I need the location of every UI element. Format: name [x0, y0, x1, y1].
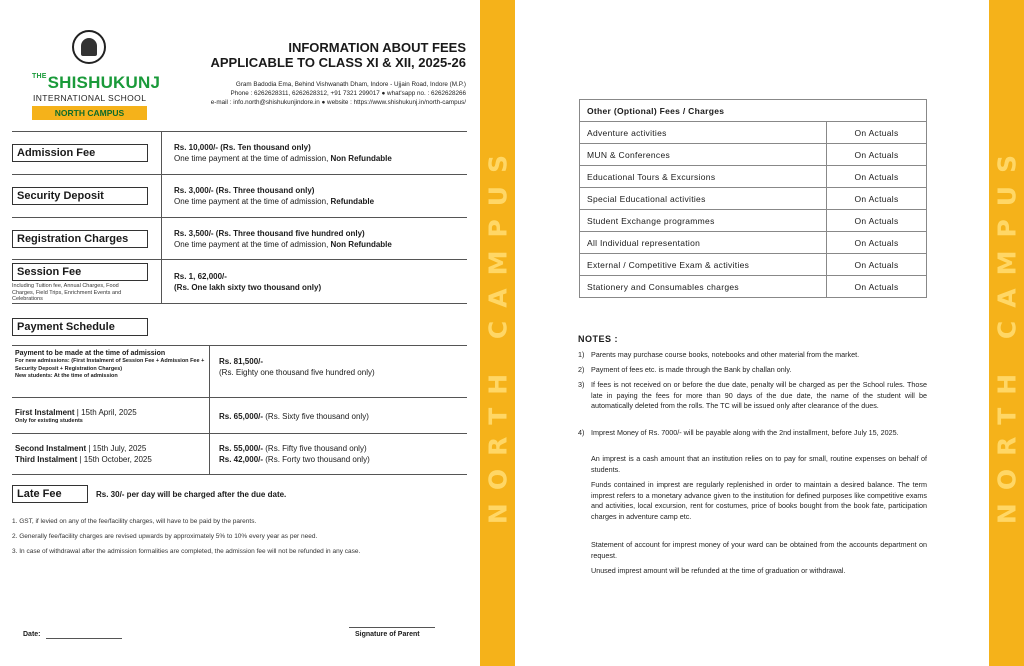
imprest-funds: Funds contained in imprest are regularly replenished in order to maintain a desired balance. The term imprest refers to a monetary advance given to the institution for defined purposes like competitive exams and activities, local excursion, rent for costumes, price of books bought from the book fate, participation charges in adventure camp etc.: [591, 480, 927, 521]
session-fee-note: Including Tuition fee, Annual Charges, Food Charges, Field Trips, Enrichment Events and Celebrations: [12, 283, 122, 302]
first-instalment: First Instalment | 15th April, 2025 Only for existing students: [15, 408, 137, 424]
school-logo: [32, 30, 161, 120]
security-deposit-details: Rs. 3,000/- (Rs. Three thousand only) One time payment at the time of admission, Refundable: [174, 186, 375, 206]
north-campus-band-left: NORTH CAMPUS: [480, 0, 515, 666]
admission-time-payment: Payment to be made at the time of admission For new admissions: (First Instalment of Session Fee + Admission Fee + Security Deposit + Registration Charges) New students: At the time of admission: [15, 350, 205, 379]
signature-label: Signature of Parent: [355, 631, 420, 638]
date-line: [46, 638, 122, 639]
optional-fees-heading: Other (Optional) Fees / Charges: [580, 100, 927, 122]
table-row: Student Exchange programmes On Actuals: [580, 210, 927, 232]
table-row: Special Educational activities On Actuals: [580, 188, 927, 210]
signature-line: [349, 627, 435, 628]
imprest-statement: Statement of account for imprest money of your ward can be obtained from the accounts department on request.: [591, 540, 927, 560]
table-row: Adventure activities On Actuals: [580, 122, 927, 144]
late-fee-text: Rs. 30/- per day will be charged after the due date.: [96, 490, 287, 499]
first-instalment-amount: Rs. 65,000/- (Rs. Sixty five thousand only): [219, 412, 369, 421]
footnote-3: 3. In case of withdrawal after the admission formalities are completed, the admission fee will not be refunded in any case.: [12, 548, 361, 555]
page-title: INFORMATION ABOUT FEES APPLICABLE TO CLASS XI & XII, 2025-26: [210, 40, 466, 70]
school-name: $^{THE}$SHISHUKUNJ: [32, 73, 161, 92]
table-row: MUN & Conferences On Actuals: [580, 144, 927, 166]
note-4: 4) Imprest Money of Rs. 7000/- will be payable along with the 2nd installment, before July 15, 2025.: [578, 428, 899, 437]
session-fee-details: Rs. 1, 62,000/- (Rs. One lakh sixty two thousand only): [174, 272, 322, 292]
table-row: Stationery and Consumables charges On Actuals: [580, 276, 927, 298]
contact-info: Gram Badodia Ema, Behind Vishwanath Dham, Indore - Ujjain Road, Indore (M.P.) Phone : 6262628311, 6262628312, +91 7321 299017 ● what'sapp no. : 6262628266 e-mail : info.north@shishukunjindore.in ● website : https://www.shishukunj.in/north-campus/: [210, 81, 466, 106]
footnote-2: 2. Generally fee/facility charges are revised upwards by approximately 5% to 10% every year as per need.: [12, 533, 318, 540]
table-row: All Individual representation On Actuals: [580, 232, 927, 254]
late-fee-label: Late Fee: [12, 485, 88, 503]
admission-time-amount: Rs. 81,500/- (Rs. Eighty one thousand five hundred only): [219, 357, 375, 377]
table-row: Educational Tours & Excursions On Actuals: [580, 166, 927, 188]
crest-icon: [72, 30, 106, 64]
imprest-refund: Unused imprest amount will be refunded at the time of graduation or withdrawal.: [591, 566, 846, 575]
payment-schedule-label: Payment Schedule: [12, 318, 148, 336]
second-third-amount: Rs. 55,000/- (Rs. Fifty five thousand only) Rs. 42,000/- (Rs. Forty two thousand only): [219, 444, 370, 464]
note-2: 2) Payment of fees etc. is made through the Bank by challan only.: [578, 365, 792, 374]
registration-charges-label: Registration Charges: [12, 230, 148, 248]
admission-fee-details: Rs. 10,000/- (Rs. Ten thousand only) One time payment at the time of admission, Non Refundable: [174, 143, 392, 163]
admission-fee-label: Admission Fee: [12, 144, 148, 162]
registration-charges-details: Rs. 3,500/- (Rs. Three thousand five hundred only) One time payment at the time of admission, Non Refundable: [174, 229, 392, 249]
optional-fees-table: [579, 99, 927, 298]
note-1: 1) Parents may purchase course books, notebooks and other material from the market.: [578, 350, 860, 359]
session-fee-label: Session Fee: [12, 263, 148, 281]
school-subtitle: INTERNATIONAL SCHOOL: [33, 93, 147, 103]
date-label: Date:: [23, 631, 41, 638]
second-third-instalment: Second Instalment | 15th July, 2025 Third Instalment | 15th October, 2025: [15, 444, 152, 464]
table-row: External / Competitive Exam & activities On Actuals: [580, 254, 927, 276]
campus-badge: NORTH CAMPUS: [32, 106, 147, 120]
security-deposit-label: Security Deposit: [12, 187, 148, 205]
note-3: 3) If fees is not received on or before the due date, penalty will be charged as per the School rules. Those late in paying the fees for more than 90 days of the due date, the name of the student will be automatically deleted from the rolls. The TC will be issued only after clearance of the dues.: [578, 380, 927, 410]
footnote-1: 1. GST, if levied on any of the fee/facility charges, will have to be paid by the parents.: [12, 518, 257, 525]
north-campus-band-right: NORTH CAMPUS: [989, 0, 1024, 666]
imprest-definition: An imprest is a cash amount that an institution relies on to pay for small, routine expenses on behalf of students.: [591, 454, 927, 474]
notes-title: NOTES :: [578, 334, 619, 344]
